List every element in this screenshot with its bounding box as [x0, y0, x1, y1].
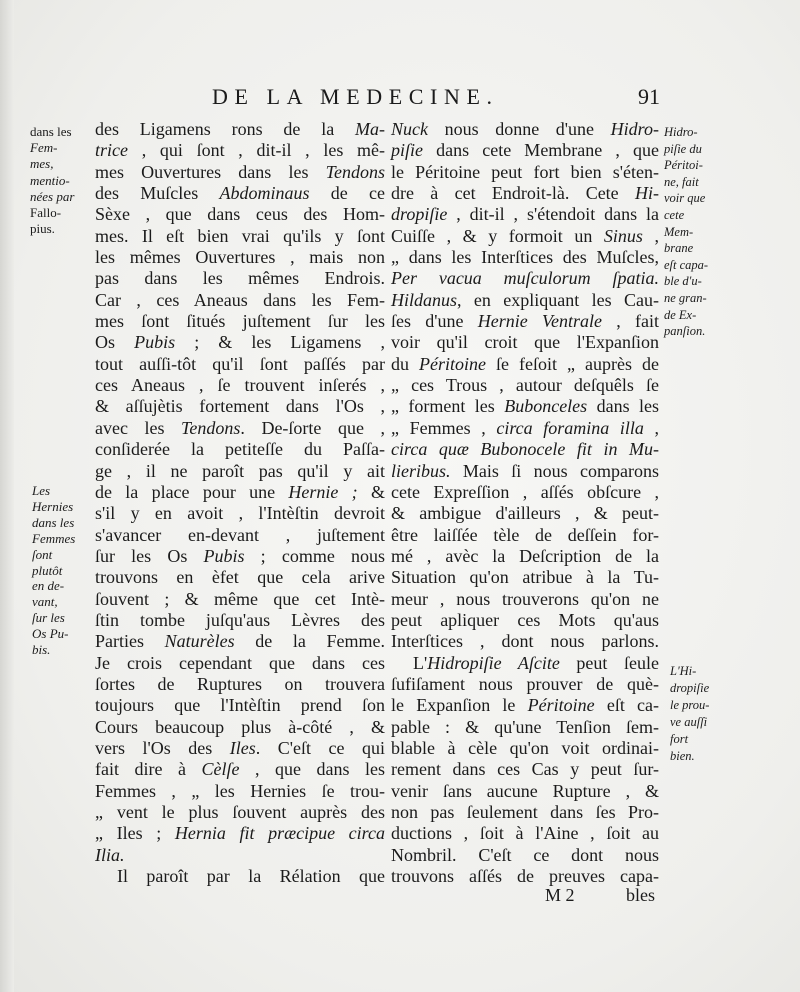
italic-text: Pubis	[134, 332, 176, 353]
roman-text: être laiſſée tèle de deſſein for-	[391, 524, 659, 545]
note-line	[664, 257, 708, 274]
roman-text: voir qu'il croit que l'Expanſion	[391, 332, 659, 353]
note-line	[670, 663, 709, 680]
text-line	[95, 439, 385, 460]
roman-text: , qui ſont , dit-il , les mê-	[128, 140, 385, 161]
text-line	[391, 482, 659, 503]
italic-text: Bubonceles	[504, 396, 588, 417]
text-line	[391, 546, 659, 567]
text-line	[95, 311, 385, 332]
note-line	[32, 642, 75, 658]
text-line	[95, 268, 385, 289]
italic-text: mentio-	[30, 172, 70, 188]
text-line	[391, 695, 659, 716]
text-line	[95, 589, 385, 610]
roman-text: ; comme nous	[244, 545, 385, 566]
roman-text: „ vent le plus ſouvent auprès des	[95, 802, 385, 822]
roman-text: ,	[642, 225, 659, 246]
italic-text: en de-	[32, 578, 65, 594]
italic-text: Les	[32, 483, 51, 498]
roman-text: dre à cet Endroit-là. Cete	[391, 183, 635, 204]
roman-text: Cuiſſe , & y formoit un	[391, 225, 604, 246]
text-line	[95, 823, 385, 844]
roman-text: conſiderée la petiteſſe du Paſſa-	[95, 439, 385, 460]
roman-text: ge , il ne paroît pas qu'il y ait	[95, 460, 385, 481]
roman-text: Situation qu'on atribue à la Tu-	[391, 567, 659, 588]
roman-text: de la place pour une	[95, 481, 289, 502]
text-line	[95, 204, 385, 225]
roman-text: , fait	[601, 311, 659, 332]
roman-text: ſortes de Ruptures on trouvera	[95, 673, 385, 694]
italic-text: lieribus.	[391, 460, 451, 481]
text-line	[95, 290, 385, 311]
note-line	[664, 207, 708, 224]
roman-text: Car , ces Aneaus dans les Fem-	[95, 289, 385, 310]
roman-text: avec les	[95, 417, 182, 438]
roman-text: Interſtices , dont nous parlons.	[391, 631, 659, 652]
text-line	[391, 589, 659, 610]
note-line	[30, 205, 74, 221]
text-line	[391, 866, 659, 887]
roman-text: Nombril. C'eſt ce dont nous	[391, 844, 659, 865]
roman-text: dans les	[587, 396, 659, 417]
italic-text: Tendons	[325, 161, 385, 182]
note-line	[32, 563, 75, 579]
italic-text: dropiſie	[391, 204, 448, 225]
italic-text: ve auſſi	[670, 715, 708, 729]
italic-text: Femmes	[32, 530, 76, 546]
text-line	[95, 482, 385, 503]
text-line	[391, 674, 659, 695]
italic-text: Per vacua muſculorum ſpatia.	[391, 268, 659, 289]
text-line	[95, 610, 385, 631]
text-line	[391, 610, 659, 631]
note-line	[664, 323, 708, 340]
text-line	[95, 525, 385, 546]
roman-text: mes. Il eſt bien vrai qu'ils y ſont	[95, 225, 385, 246]
text-line	[391, 183, 659, 204]
roman-text: le Péritoine peut fort bien s'éten-	[391, 161, 659, 182]
roman-text: ſur les Os	[95, 545, 204, 566]
roman-text: „ forment les	[391, 396, 505, 417]
roman-text: dans cete Membrane , que	[423, 140, 659, 161]
text-line	[391, 823, 659, 844]
italic-text: Hernia fit præcipue circa	[174, 823, 385, 844]
italic-text: trice	[95, 140, 128, 161]
roman-text: ſes d'une	[391, 311, 478, 332]
italic-text: ſur les	[32, 610, 65, 626]
note-line	[32, 594, 75, 610]
text-line	[95, 503, 385, 524]
roman-text: trouvons aſſés de preuves capa-	[391, 866, 659, 887]
roman-text: le Expanſion le	[391, 695, 528, 716]
text-line	[391, 204, 659, 225]
italic-text: Hidro-	[610, 119, 659, 139]
text-line	[391, 226, 659, 247]
roman-text: des Muſcles	[95, 183, 220, 204]
text-line	[95, 226, 385, 247]
italic-text: Hernies	[32, 498, 74, 514]
italic-text: nées par	[30, 188, 75, 204]
text-line	[391, 503, 659, 524]
roman-text: pas dans les mêmes Endrois.	[95, 268, 385, 289]
text-line	[95, 653, 385, 674]
italic-text: L'Hi-	[670, 664, 697, 678]
roman-text: meur , nous trouverons qu'on ne	[391, 588, 659, 609]
note-line	[32, 499, 75, 515]
italic-text: Ilia.	[95, 844, 125, 865]
text-line	[95, 738, 385, 759]
note-line	[664, 174, 708, 191]
roman-text: L'	[413, 652, 428, 673]
text-line	[95, 396, 385, 417]
text-line	[391, 332, 659, 353]
note-line	[32, 531, 75, 547]
text-line	[95, 866, 385, 887]
roman-text: nous donne d'une	[427, 119, 611, 139]
roman-text: rement dans ces Cas y peut ſur-	[391, 759, 659, 780]
roman-text: &	[357, 481, 385, 502]
note-line	[664, 141, 708, 158]
text-line	[95, 461, 385, 482]
roman-text: „ Femmes ,	[391, 417, 497, 438]
italic-text: vant,	[32, 594, 58, 610]
text-line	[391, 311, 659, 332]
roman-text: ſufiſament nous prouver de què-	[391, 673, 659, 694]
text-line	[391, 439, 659, 460]
italic-text: Péritoine	[527, 695, 595, 716]
italic-text: bien.	[670, 749, 695, 763]
text-line	[95, 140, 385, 161]
italic-text: circa quæ Bubonocele fit in Mu-	[391, 439, 659, 460]
roman-text: mes ſont ſitués juſtement ſur les	[95, 311, 385, 332]
margin-note-right-bottom	[670, 663, 709, 765]
note-line	[670, 714, 709, 731]
text-line	[391, 653, 659, 674]
roman-text: fait dire à	[95, 759, 202, 780]
text-line	[391, 781, 659, 802]
text-line	[95, 418, 385, 439]
roman-text: Fallo-	[30, 205, 62, 221]
text-line	[95, 354, 385, 375]
margin-note-right-top	[664, 124, 708, 340]
italic-text: voir que	[664, 191, 706, 206]
italic-text: Péritoine	[419, 353, 486, 374]
text-line	[391, 119, 659, 140]
note-line	[30, 140, 74, 156]
margin-note-left-top	[30, 124, 74, 237]
italic-text: Nuck	[391, 119, 428, 139]
note-line	[664, 157, 708, 174]
note-line	[664, 224, 708, 241]
roman-text: „ Iles ;	[95, 823, 175, 844]
roman-text: ſouvent ; & même que cet Intè-	[95, 588, 385, 609]
note-line	[30, 124, 74, 140]
roman-text: Il paroît par la Rélation que	[117, 866, 385, 887]
italic-text: fort	[670, 732, 689, 746]
note-line	[670, 731, 709, 748]
right-text-column	[391, 119, 659, 887]
italic-text: Cèlſe	[201, 759, 240, 780]
text-line	[95, 674, 385, 695]
italic-text: dropiſie	[670, 681, 710, 695]
text-line	[95, 247, 385, 268]
note-line	[664, 190, 708, 207]
italic-text: bis.	[32, 642, 51, 658]
note-line	[32, 483, 75, 499]
italic-text: ſont	[32, 546, 53, 562]
note-line	[670, 748, 709, 765]
italic-text: panſion.	[664, 324, 706, 339]
roman-text: vers l'Os des	[95, 737, 230, 758]
catchword: bles	[626, 885, 655, 905]
text-line	[391, 290, 659, 311]
text-line	[95, 332, 385, 353]
italic-text: Naturèles	[164, 631, 235, 652]
italic-text: Mem-	[664, 224, 694, 239]
roman-text: s'avancer en-devant , juſtement	[95, 524, 385, 545]
italic-text: Fem-	[30, 140, 58, 156]
italic-text: Abdominaus	[219, 183, 310, 204]
page-binding-edge	[0, 0, 14, 992]
italic-text: mes,	[30, 156, 54, 172]
italic-text: piſie du	[664, 141, 702, 156]
note-line	[664, 307, 708, 324]
signature-mark: M 2	[545, 885, 575, 905]
italic-text: cete	[664, 207, 685, 222]
roman-text: ; & les Ligamens ,	[175, 332, 385, 353]
roman-text: peut ſeule	[559, 652, 659, 673]
text-line	[95, 162, 385, 183]
note-line	[670, 680, 709, 697]
text-line	[391, 845, 659, 866]
roman-text: Mais ſi nous comparons	[450, 460, 659, 481]
text-line	[95, 759, 385, 780]
italic-text: Hidro-	[664, 125, 698, 139]
roman-text: ces Aneaus , ſe trouvent inſerés ,	[95, 375, 385, 396]
italic-text: eſt capa-	[664, 257, 709, 272]
roman-text: , que dans les	[239, 759, 385, 780]
italic-text: circa foramina illa	[496, 417, 644, 438]
italic-text: Ma-	[355, 119, 385, 139]
text-line	[391, 738, 659, 759]
text-line	[391, 717, 659, 738]
roman-text: s'il y en avoit , l'Intèſtin devroit	[95, 503, 385, 524]
text-line	[95, 717, 385, 738]
roman-text: pius.	[30, 221, 55, 237]
text-line	[95, 631, 385, 652]
note-line	[32, 547, 75, 563]
text-line	[95, 695, 385, 716]
italic-text: Tendons	[181, 417, 241, 438]
note-line	[30, 221, 74, 237]
text-line	[391, 461, 659, 482]
roman-text: tout auſſi-tôt qu'il ſont paſſés par	[95, 353, 385, 374]
roman-text: peut apliquer ces Mots qu'aus	[391, 609, 659, 630]
page-number: 91	[638, 84, 660, 109]
text-line	[95, 119, 385, 140]
text-line	[391, 525, 659, 546]
text-line	[391, 354, 659, 375]
italic-text: Pubis	[203, 545, 245, 566]
roman-text: Je crois cependant que dans ces	[95, 652, 385, 673]
roman-text: toujours que l'Intèſtin prend ſon	[95, 695, 385, 716]
italic-text: Os Pu-	[32, 626, 69, 642]
text-line	[391, 567, 659, 588]
roman-text: „ ces Trous , autour deſquêls ſe	[391, 375, 659, 396]
roman-text: & aſſujètis fortement dans l'Os ,	[95, 396, 385, 417]
note-line	[670, 697, 709, 714]
italic-text: dans les	[32, 514, 75, 530]
roman-text: Parties	[95, 631, 165, 652]
roman-text: „ dans les Interſtices des Muſcles,	[391, 247, 659, 268]
italic-text: Péritoi-	[664, 158, 703, 173]
roman-text: non pas ſeulement dans ſes Pro-	[391, 802, 659, 822]
text-line	[95, 845, 385, 866]
italic-text: le prou-	[670, 698, 710, 712]
roman-text: Sèxe , que dans ceus des Hom-	[95, 204, 385, 225]
roman-text: des Ligamens rons de la	[95, 119, 355, 139]
text-line	[95, 183, 385, 204]
note-line	[32, 515, 75, 531]
text-line	[391, 418, 659, 439]
roman-text: dans les	[30, 124, 72, 139]
roman-text: ſtin tombe juſqu'aus Lèvres des	[95, 609, 385, 630]
italic-text: Sinus	[603, 225, 643, 246]
italic-text: Hi-	[635, 183, 659, 204]
italic-text: Iles	[229, 737, 256, 758]
italic-text: brane	[664, 241, 694, 256]
roman-text: mé , avèc la Deſcription de la	[391, 545, 659, 566]
roman-text: Cours beaucoup plus à-côté , &	[95, 716, 385, 737]
italic-text: Hernie Ventrale	[477, 311, 602, 332]
roman-text: Femmes , „ les Hernies ſe trou-	[95, 780, 385, 801]
roman-text: , dit-il , s'étendoit dans la	[447, 204, 659, 225]
italic-text: Hildanus	[391, 289, 458, 310]
roman-text: cete Expreſſion , aſſés obſcure ,	[391, 481, 659, 502]
roman-text: pable : & qu'une Tenſion ſem-	[391, 716, 659, 737]
roman-text: ductions , ſoit à l'Aine , ſoit au	[391, 823, 659, 844]
text-line	[391, 162, 659, 183]
roman-text: de ce	[309, 183, 386, 204]
text-line	[95, 546, 385, 567]
roman-text: . C'eſt ce qui	[255, 737, 385, 758]
note-line	[30, 189, 74, 205]
text-line	[95, 802, 385, 823]
roman-text: du	[391, 353, 420, 374]
roman-text: les mêmes Ouvertures , mais non	[95, 247, 385, 268]
roman-text: venir ſans aucune Rupture , &	[391, 780, 659, 801]
text-line	[391, 759, 659, 780]
note-line	[664, 240, 708, 257]
roman-text: ,	[643, 417, 660, 438]
roman-text: blable à cèle qu'on voit ordinai-	[391, 737, 659, 758]
italic-text: Hernie ;	[288, 481, 358, 502]
roman-text: mes Ouvertures dans les	[95, 161, 326, 182]
note-line	[664, 273, 708, 290]
margin-note-left-bottom	[32, 483, 75, 658]
text-line	[391, 140, 659, 161]
text-line	[391, 631, 659, 652]
note-line	[32, 626, 75, 642]
italic-text: de Ex-	[664, 307, 697, 322]
left-text-column	[95, 119, 385, 887]
italic-text: plutôt	[32, 562, 63, 578]
roman-text: Os	[95, 332, 135, 353]
roman-text: trouvons en èfet que cela arive	[95, 567, 385, 588]
roman-text: & ambigue d'ailleurs , & peut-	[391, 503, 659, 524]
roman-text: de la Femme.	[234, 631, 385, 652]
text-line	[391, 396, 659, 417]
note-line	[664, 290, 708, 307]
text-line	[95, 567, 385, 588]
text-line	[391, 802, 659, 823]
italic-text: Hidropiſie Aſcite	[427, 652, 560, 673]
note-line	[32, 578, 75, 594]
text-line	[391, 375, 659, 396]
italic-text: ble d'u-	[664, 274, 702, 289]
text-line	[391, 268, 659, 289]
note-line	[30, 156, 74, 172]
text-line	[95, 375, 385, 396]
italic-text: piſie	[391, 140, 423, 161]
note-line	[32, 610, 75, 626]
roman-text: ſe feſoit „ auprès de	[486, 353, 659, 374]
note-line	[664, 124, 708, 141]
italic-text: ne gran-	[664, 290, 707, 305]
note-line	[30, 173, 74, 189]
text-line	[391, 247, 659, 268]
roman-text: eſt ca-	[594, 695, 660, 716]
text-line	[95, 781, 385, 802]
italic-text: ne, fait	[664, 174, 699, 189]
running-head: DE LA MEDECINE.	[212, 84, 499, 109]
roman-text: , en expliquant les Cau-	[457, 289, 659, 310]
roman-text: . De-ſorte que ,	[240, 417, 385, 438]
